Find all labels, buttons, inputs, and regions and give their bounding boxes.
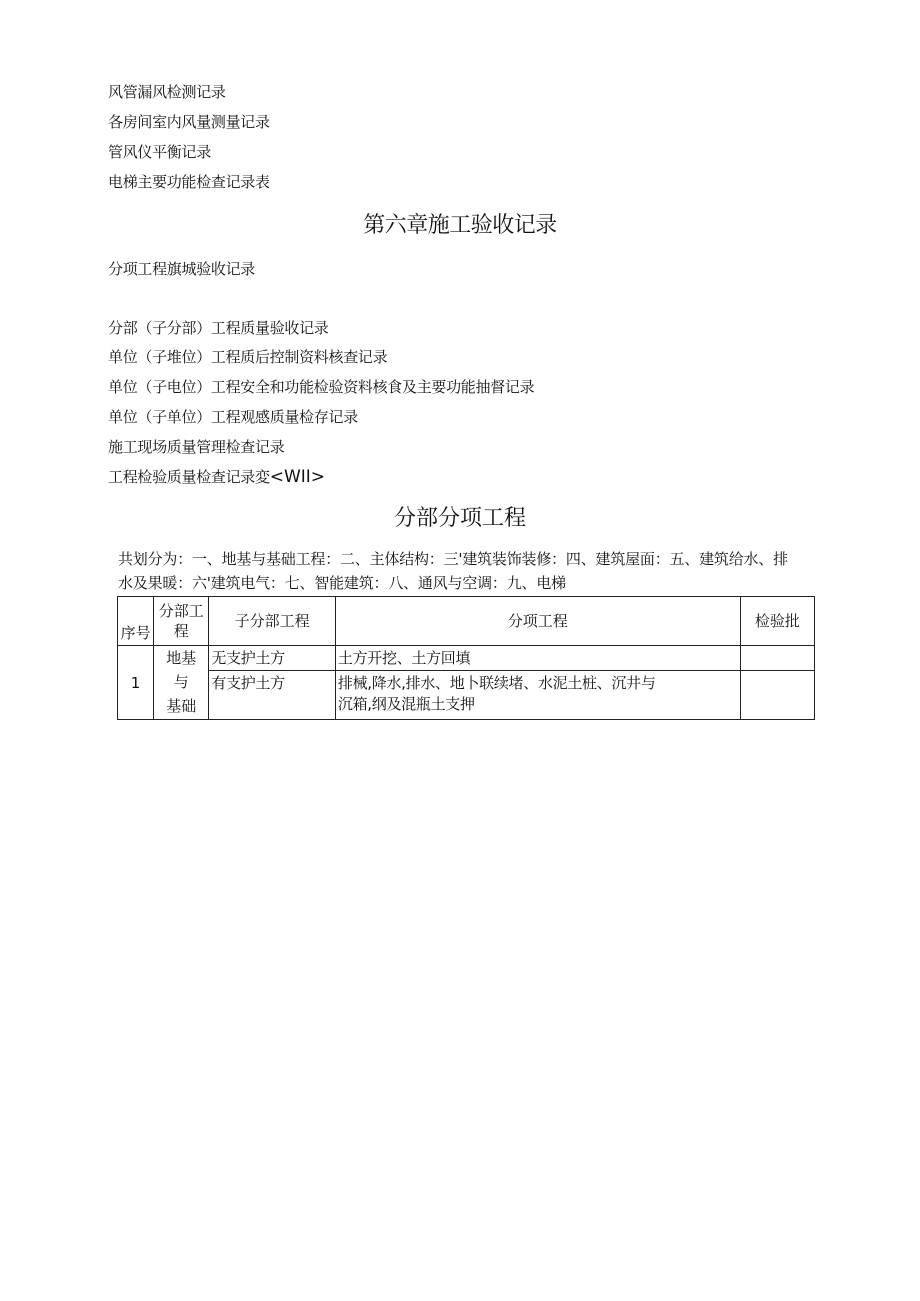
intro-line: 水及果暖：六'建筑电气：七、智能建筑：八、通风与空调：九、电梯 (118, 574, 566, 592)
subdivision-text: 有支护土方 (211, 674, 285, 692)
header-seq (118, 597, 154, 646)
inspection-lot-cell (740, 671, 814, 720)
item-cell (335, 671, 740, 720)
item-text: 沉箱,纲及混瓶土支押 (337, 695, 475, 713)
header-inspection-lot (740, 597, 814, 646)
table-row (118, 646, 815, 671)
item-text: 排械,降水,排水、地卜联续堵、水泥土桩、沉井与 (337, 674, 656, 692)
inspection-lot-cell (740, 646, 814, 671)
record-mark: <WII> (269, 467, 326, 487)
chapter-title: 第六章施工验收记录 (363, 213, 557, 238)
header-subdivision (209, 597, 336, 646)
header-inspection-lot-label: 检验批 (754, 612, 800, 630)
record-list-item: 管风仪平衡记录 (108, 143, 211, 161)
acceptance-record-item: 单位（子堆位）工程质后控制资料核查记录 (108, 348, 388, 366)
record-list-item: 风管漏风检测记录 (108, 83, 226, 101)
header-division-line: 分部工 (158, 602, 204, 620)
header-item-label: 分项工程 (507, 612, 568, 630)
acceptance-record-item: 单位（子电位）工程安全和功能检验资料核食及主要功能抽督记录 (108, 378, 535, 396)
acceptance-record-item-last (108, 467, 325, 487)
table-row (118, 671, 815, 720)
acceptance-record-item: 分项工程旗城验收记录 (108, 260, 256, 278)
header-seq-label: 序号 (120, 624, 151, 642)
intro-line: 共划分为：一、地基与基础工程：二、主体结构：三'建筑装饰装修：四、建筑屋面：五、建筑给水、排 (118, 550, 788, 568)
acceptance-record-item: 分部（子分部）工程质量验收记录 (108, 319, 329, 337)
seq-cell: 1 (118, 646, 154, 720)
division-table (117, 596, 815, 720)
subdivision-cell (209, 646, 336, 671)
table-header-row (118, 597, 815, 646)
item-text: 土方开挖、土方回填 (337, 649, 471, 667)
item-cell (335, 646, 740, 671)
header-item (335, 597, 740, 646)
division-line: 基础 (166, 697, 197, 715)
header-division (154, 597, 209, 646)
division-line: 与 (173, 673, 189, 691)
division-line: 地基 (166, 649, 197, 667)
acceptance-record-item: 施工现场质量管理检查记录 (108, 438, 285, 456)
section-title: 分部分项工程 (393, 506, 526, 531)
acceptance-record-item: 单位（子单位）工程观感质量检存记录 (108, 408, 358, 426)
record-list-item: 各房间室内风量测量记录 (108, 113, 270, 131)
division-cell (154, 646, 209, 720)
subdivision-text: 无支护土方 (211, 649, 285, 667)
subdivision-cell (209, 671, 336, 720)
header-subdivision-label: 子分部工程 (234, 612, 310, 630)
record-text: 工程检验质量检查记录変 (108, 468, 270, 486)
header-division-line: 程 (173, 622, 189, 640)
record-list-item: 电梯主要功能检查记录表 (108, 173, 270, 191)
